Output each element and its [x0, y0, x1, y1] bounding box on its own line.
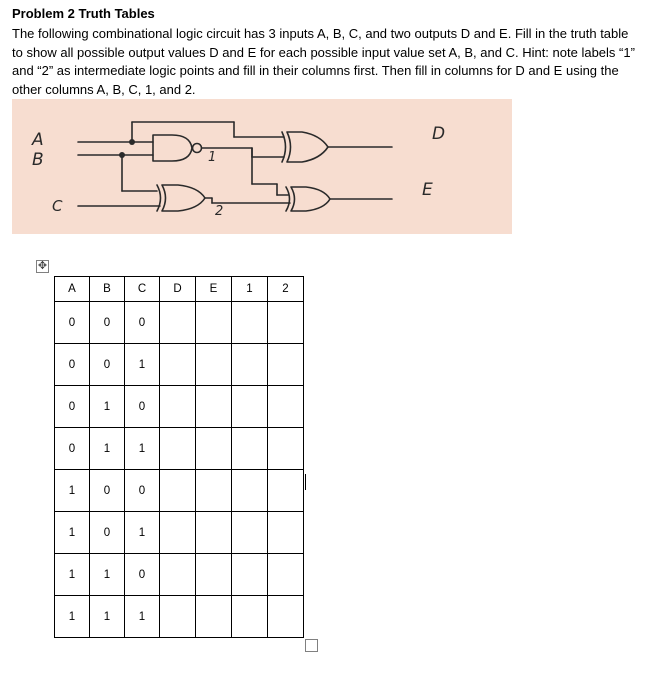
cell-b[interactable]: 1 — [90, 596, 125, 638]
input-b-label: B — [32, 150, 44, 170]
table-row — [55, 596, 304, 638]
cell-b[interactable]: 1 — [90, 428, 125, 470]
cell-e[interactable] — [196, 470, 232, 512]
input-a-label: A — [32, 130, 44, 150]
cell-a[interactable]: 0 — [55, 386, 90, 428]
truth-table — [54, 276, 304, 638]
cell-c[interactable]: 1 — [125, 428, 160, 470]
output-d-label: D — [432, 124, 446, 144]
cell-d[interactable] — [160, 344, 196, 386]
cell-1[interactable] — [232, 512, 268, 554]
table-move-handle-icon[interactable]: ✥ — [37, 260, 48, 272]
cell-d[interactable] — [160, 302, 196, 344]
cell-e[interactable] — [196, 344, 232, 386]
table-row — [55, 344, 304, 386]
cell-e[interactable] — [196, 512, 232, 554]
cell-2[interactable] — [268, 470, 304, 512]
table-row — [55, 470, 304, 512]
cell-2[interactable] — [268, 302, 304, 344]
cell-c[interactable]: 0 — [125, 386, 160, 428]
circuit-diagram — [12, 99, 512, 234]
cell-a[interactable]: 0 — [55, 344, 90, 386]
cell-c[interactable]: 1 — [125, 344, 160, 386]
cell-c[interactable]: 1 — [125, 512, 160, 554]
cell-b[interactable]: 1 — [90, 386, 125, 428]
table-row — [55, 554, 304, 596]
output-e-label: E — [422, 180, 433, 200]
header-c: C — [125, 277, 160, 302]
cell-2[interactable] — [268, 344, 304, 386]
cell-a[interactable]: 1 — [55, 554, 90, 596]
cell-c[interactable]: 0 — [125, 302, 160, 344]
cell-c[interactable]: 1 — [125, 596, 160, 638]
cell-c[interactable]: 0 — [125, 554, 160, 596]
node-1-label: 1 — [208, 150, 217, 165]
cell-e[interactable] — [196, 554, 232, 596]
cell-e[interactable] — [196, 386, 232, 428]
cell-a[interactable]: 0 — [55, 428, 90, 470]
cell-e[interactable] — [196, 596, 232, 638]
cell-2[interactable] — [268, 428, 304, 470]
table-resize-handle-icon[interactable] — [305, 639, 318, 652]
cell-a[interactable]: 1 — [55, 470, 90, 512]
cell-1[interactable] — [232, 386, 268, 428]
header-a: A — [55, 277, 90, 302]
cell-d[interactable] — [160, 428, 196, 470]
cell-c[interactable]: 0 — [125, 470, 160, 512]
text-cursor — [305, 474, 306, 490]
cell-d[interactable] — [160, 470, 196, 512]
header-d: D — [160, 277, 196, 302]
cell-b[interactable]: 0 — [90, 302, 125, 344]
header-1: 1 — [232, 277, 268, 302]
cell-e[interactable] — [196, 428, 232, 470]
table-row — [55, 512, 304, 554]
cell-1[interactable] — [232, 428, 268, 470]
cell-b[interactable]: 0 — [90, 512, 125, 554]
node-2-label: 2 — [215, 204, 224, 219]
cell-1[interactable] — [232, 302, 268, 344]
input-c-label: C — [52, 197, 63, 215]
cell-2[interactable] — [268, 554, 304, 596]
table-row — [55, 386, 304, 428]
cell-2[interactable] — [268, 512, 304, 554]
cell-a[interactable]: 1 — [55, 512, 90, 554]
cell-2[interactable] — [268, 596, 304, 638]
table-row — [55, 302, 304, 344]
header-e: E — [196, 277, 232, 302]
cell-b[interactable]: 1 — [90, 554, 125, 596]
cell-1[interactable] — [232, 554, 268, 596]
cell-1[interactable] — [232, 470, 268, 512]
cell-d[interactable] — [160, 386, 196, 428]
cell-d[interactable] — [160, 596, 196, 638]
logic-circuit-image — [12, 99, 512, 234]
cell-2[interactable] — [268, 386, 304, 428]
problem-title: Problem 2 Truth Tables — [12, 6, 155, 21]
cell-e[interactable] — [196, 302, 232, 344]
cell-b[interactable]: 0 — [90, 344, 125, 386]
header-2: 2 — [268, 277, 304, 302]
cell-1[interactable] — [232, 596, 268, 638]
header-b: B — [90, 277, 125, 302]
cell-a[interactable]: 0 — [55, 302, 90, 344]
cell-b[interactable]: 0 — [90, 470, 125, 512]
cell-1[interactable] — [232, 344, 268, 386]
problem-description: The following combinational logic circuit has 3 inputs A, B, C, and two outputs D and E. Fill in the truth table to show all possible output values D and E for each possible input value set A, B, and C. Hint: note labels “1” and “2” as intermediate logic points and fill in their columns first. Then fill in columns for D and E using the other columns A, B, C, 1, and 2. — [12, 26, 635, 97]
cell-d[interactable] — [160, 512, 196, 554]
cell-a[interactable]: 1 — [55, 596, 90, 638]
cell-d[interactable] — [160, 554, 196, 596]
table-row — [55, 428, 304, 470]
truth-table-header-row — [55, 277, 304, 302]
